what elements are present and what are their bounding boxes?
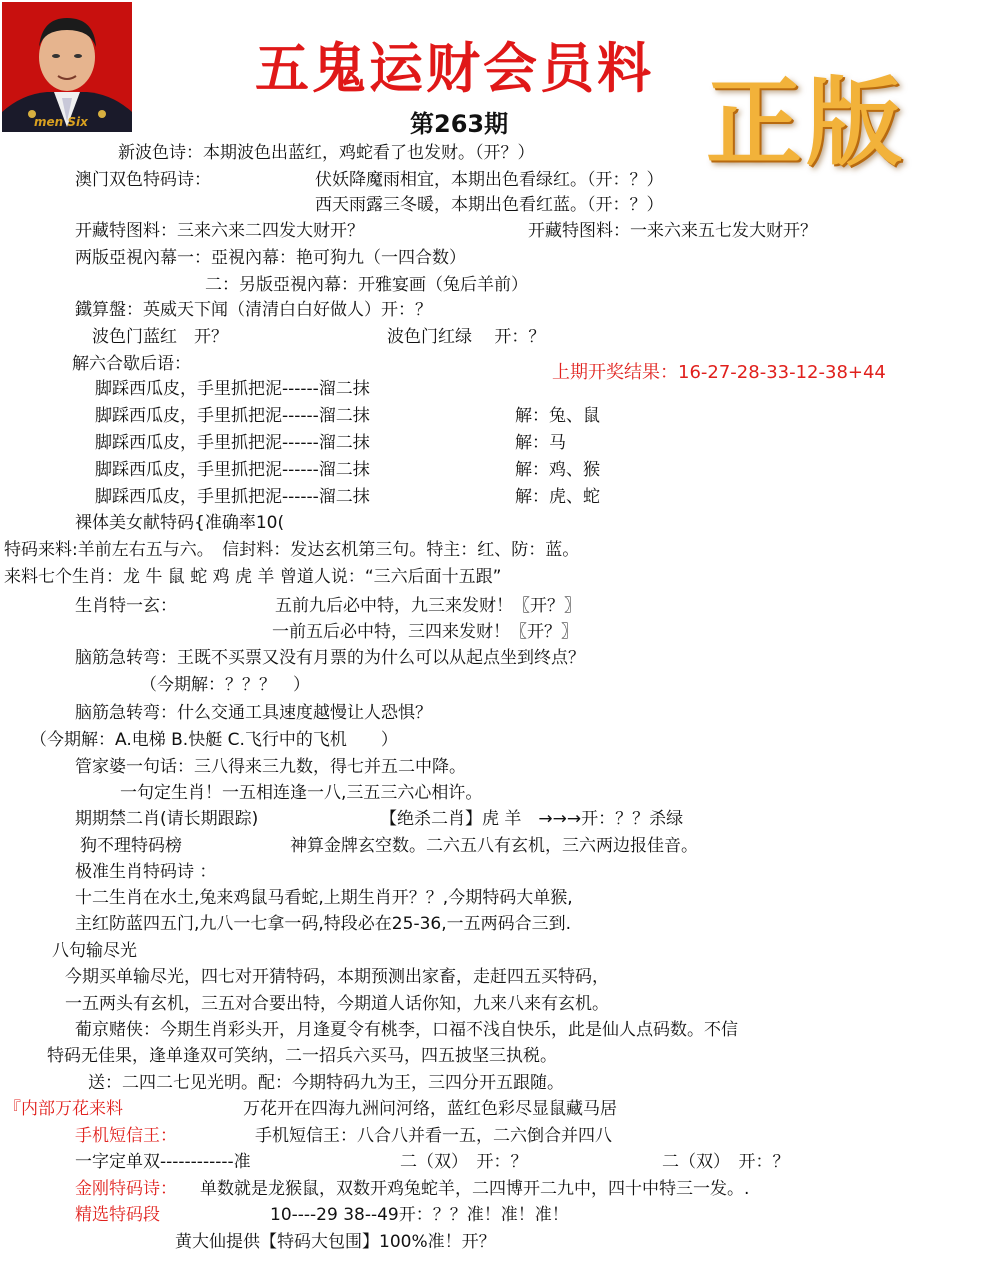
riddle-line-3: 脚踩西瓜皮，手里抓把泥------溜二抹 — [95, 433, 370, 453]
precise-zodiac-line-1: 十二生肖在水土,兔来鸡鼠马看蛇,上期生肖开？？,今期特码大单猴, — [75, 888, 573, 908]
atv-inside-2: 二：另版亞視內幕：开雅宴画（兔后羊前） — [205, 275, 528, 295]
nude-beauty-code: 裸体美女献特码{准确率10( — [75, 513, 285, 533]
wave-color-poem: 新波色诗：本期波色出蓝红，鸡蛇看了也发财。（开？） — [118, 143, 535, 163]
atv-inside-1: 两版亞視內幕一：亞視內幕：艳可狗九（一四合数） — [75, 248, 466, 268]
diamond-poem-label: 金刚特码诗： — [75, 1179, 177, 1199]
selected-range-value: 10----29 38--49开：？？准！准！准！ — [270, 1205, 569, 1225]
special-picture-right: 开藏特图料：一来六来五七发大财开？ — [528, 221, 817, 241]
dog-ignore-label: 狗不理特码榜 — [80, 836, 182, 856]
page-title: 五鬼运财会员料 — [255, 36, 654, 100]
macau-poem-line-1: 伏妖降魔雨相宜，本期出色看绿红。（开：？） — [315, 170, 664, 190]
riddle-line-5: 脚踩西瓜皮，手里抓把泥------溜二抹 — [95, 487, 370, 507]
precise-zodiac-line-2: 主红防蓝四五门,九八一七拿一码,特段必在25-36,一五两码合三到. — [75, 914, 572, 934]
odd-even-value-2: 二（双） 开：？ — [662, 1152, 790, 1172]
portrait-illustration — [2, 2, 132, 132]
odd-even-value-1: 二（双） 开：？ — [400, 1152, 528, 1172]
odd-even-label: 一字定单双------------准 — [75, 1152, 251, 1172]
brain-teaser-2: 脑筋急转弯：什么交通工具速度越慢让人恐惧？ — [75, 703, 432, 723]
riddle-heading: 解六合歇后语： — [72, 354, 191, 374]
internal-flower-label: 『内部万花来料 — [4, 1099, 123, 1119]
macau-poem-label: 澳门双色特码诗： — [75, 170, 211, 190]
lisboa-gambler-line-2: 特码无佳果，逢单逢双可笑纳，二一招兵六买马，四五披坚三执税。 — [47, 1046, 557, 1066]
dog-ignore-value: 神算金牌玄空数。二六五八有玄机，三六两边报佳音。 — [290, 836, 698, 856]
authentic-stamp: 正版 — [706, 66, 906, 179]
gift-line: 送：二四二七见光明。配：今期特码九为王，三四分开五跟随。 — [88, 1073, 564, 1093]
lisboa-gambler-line-1: 葡京赌侠：今期生肖彩头开，月逢夏令有桃李，口福不浅自快乐，此是仙人点码数。不信 — [75, 1020, 738, 1040]
housekeeper-saying: 管家婆一句话：三八得来三九数，得七并五二中降。 — [75, 757, 466, 777]
riddle-answer-3: 解：马 — [515, 433, 566, 453]
special-picture-left: 开藏特图料：三来六来二四发大财开？ — [75, 221, 364, 241]
precise-zodiac-heading: 极准生肖特码诗 ： — [75, 862, 217, 882]
wave-gate-blue-red: 波色门蓝红 开？ — [92, 327, 228, 347]
lose-all-line-1: 今期买单输尽光，四七对开猜特码，本期预测出家畜，走赶四五买特码， — [65, 967, 609, 987]
issue-number: 第263期 — [410, 110, 509, 138]
riddle-line-1: 脚踩西瓜皮，手里抓把泥------溜二抹 — [95, 379, 370, 399]
photo-caption: men Six — [34, 115, 88, 129]
sms-king-label: 手机短信王： — [75, 1126, 177, 1146]
riddle-answer-2: 解：兔、鼠 — [515, 406, 600, 426]
iron-abacus: 鐵算盤：英威天下闻（清清白白好做人）开：？ — [75, 300, 432, 320]
special-code-material: 特码来料:羊前左右五与六。 信封料：发达玄机第三句。特主：红、防：蓝。 — [4, 540, 580, 560]
sms-king-value: 手机短信王：八合八并看一五，二六倒合并四八 — [255, 1126, 612, 1146]
selected-range-label: 精选特码段 — [75, 1205, 160, 1225]
one-sentence-zodiac: 一句定生肖！一五相连逢一八,三五三六心相许。 — [120, 783, 483, 803]
last-draw-result: 上期开奖结果：16-27-28-33-12-38+44 — [552, 362, 886, 383]
portrait-photo — [2, 2, 132, 132]
internal-flower-value: 万花开在四海九洲问河络，蓝红色彩尽显鼠藏马居 — [243, 1099, 617, 1119]
brain-teaser-2-answer: （今期解：A.电梯 B.快艇 C.飞行中的飞机 ） — [30, 730, 398, 750]
banned-two-value: 【绝杀二肖】虎 羊 →→→开：？？杀绿 — [380, 809, 684, 829]
riddle-answer-4: 解：鸡、猴 — [515, 460, 600, 480]
lose-all-heading: 八句输尽光 — [52, 941, 137, 961]
zodiac-mystery-line-2: 一前五后必中特，三四来发财！〖开？〗 — [272, 622, 578, 642]
riddle-answer-5: 解：虎、蛇 — [515, 487, 600, 507]
wong-tai-sin-line: 黄大仙提供【特码大包围】100%准！开？ — [175, 1232, 496, 1252]
diamond-poem-value: 单数就是龙猴鼠，双数开鸡兔蛇羊，二四博开二九中，四十中特三一发。. — [200, 1179, 750, 1199]
brain-teaser-1: 脑筋急转弯：王既不买票又没有月票的为什么可以从起点坐到终点？ — [75, 648, 585, 668]
riddle-line-2: 脚踩西瓜皮，手里抓把泥------溜二抹 — [95, 406, 370, 426]
banned-two-label: 期期禁二肖(请长期跟踪) — [75, 809, 259, 829]
zodiac-mystery-line-1: 五前九后必中特，九三来发财！〖开？〗 — [275, 596, 581, 616]
brain-teaser-1-answer: （今期解：？？？ ） — [140, 675, 310, 695]
riddle-line-4: 脚踩西瓜皮，手里抓把泥------溜二抹 — [95, 460, 370, 480]
lose-all-line-2: 一五两头有玄机，三五对合要出特，今期道人话你知，九来八来有玄机。 — [65, 994, 609, 1014]
seven-zodiac-material: 来料七个生肖：龙 牛 鼠 蛇 鸡 虎 羊 曾道人说：“三六后面十五跟” — [4, 567, 502, 587]
zodiac-mystery-label: 生肖特一玄： — [75, 596, 177, 616]
macau-poem-line-2: 西天雨露三冬暖，本期出色看红蓝。（开：？） — [315, 195, 664, 215]
wave-gate-red-green: 波色门红绿 开：？ — [387, 327, 546, 347]
